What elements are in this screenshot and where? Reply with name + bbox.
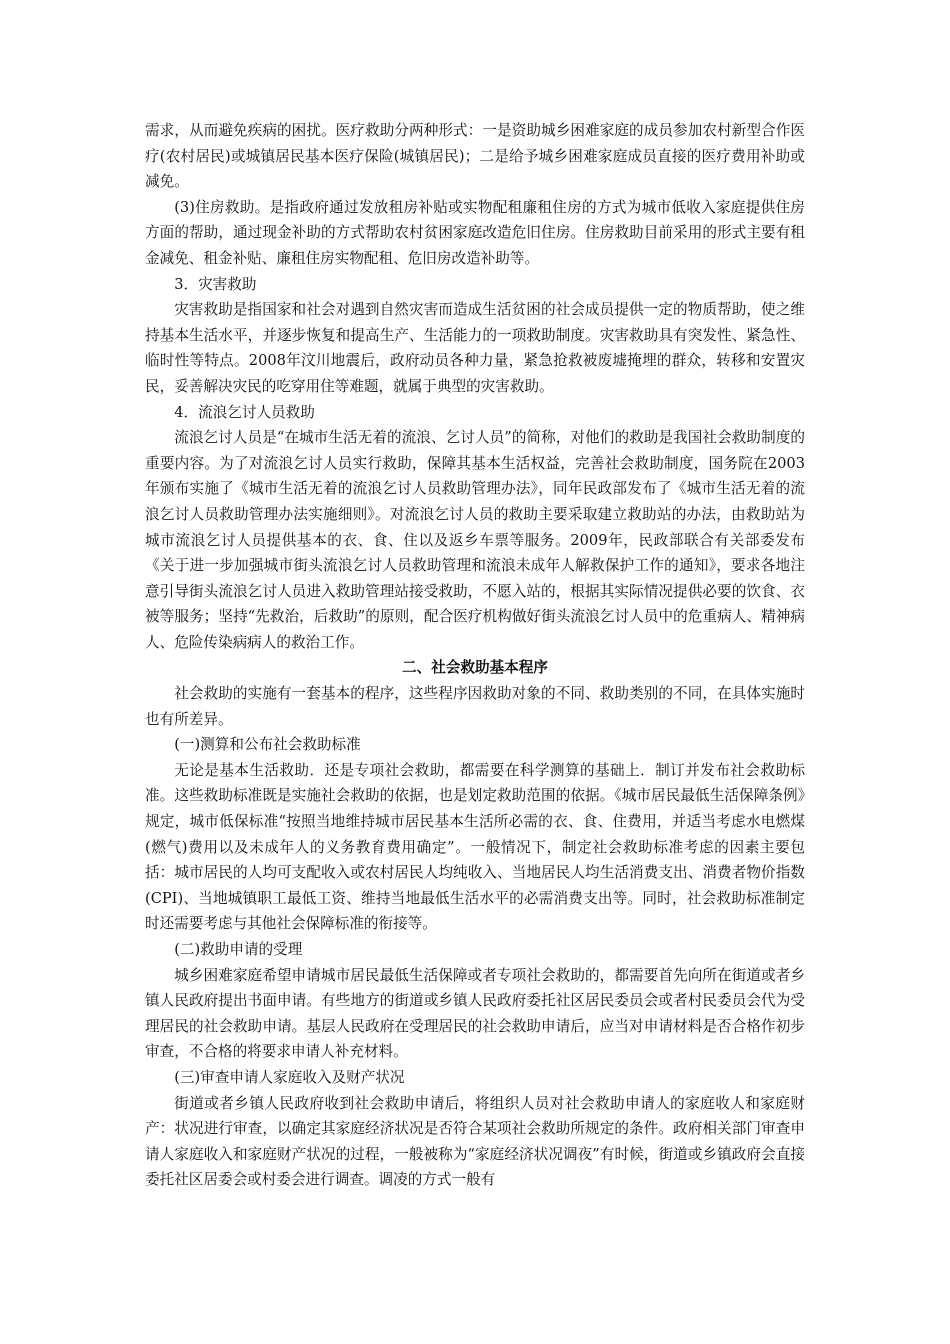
paragraph-housing-aid: (3)住房救助。是指政府通过发放租房补贴或实物配租廉租住房的方式为城市低收入家庭提供住房方面的帮助，通过现金补助的方式帮助农村贫困家庭改造危旧住房。住房救助目前采用的形式主要有租金减免、租金补贴、廉租住房实物配租、危旧房改造补助等。 bbox=[145, 198, 805, 267]
subheading-standards: (一)测算和公布社会救助标准 bbox=[174, 736, 361, 754]
subheading-means-test: (三)审查申请人家庭收入及财产状况 bbox=[174, 1068, 405, 1086]
paragraph-means-test: 街道或者乡镇人民政府收到社会救助申请后，将组织人员对社会救助申请人的家庭收人和家庭财产：状况进行审查，以确定其家庭经济状况是否符合某项社会救助所规定的条件。政府相关部门审查申请人家庭收入和家庭财产状况的过程，一般被称为“家庭经济状况调夜”有时候，街道或乡镇政府会直接委托社区居委会或村委会进行调查。调凌的方式一般有 bbox=[145, 1094, 805, 1189]
subheading-disaster-aid: 3．灾害救助 bbox=[174, 275, 257, 293]
paragraph-vagrant-aid: 流浪乞讨人员是“在城市生活无着的流浪、乞讨人员”的简称，对他们的救助是我国社会救助制度的重要内容。为了对流浪乞讨人员实行救助，保障其基本生活权益，完善社会救助制度，国务院在2003年颁布实施了《城市生活无着的流浪乞讨人员救助管理办法》，同年民政部发布了《城市生活无着的流浪乞讨人员救助管理办法实施细则》。对流浪乞讨人员的救助主要采取建立救助站的办法，由救助站为城市流浪乞讨人员提供基本的衣、食、住以及返乡车票等服务。2009年，民政部联合有关部委发布《关于进一步加强城市街头流浪乞讨人员救助管理和流浪未成年人解救保护工作的通知》，要求各地注意引导街头流浪乞讨人员进入救助管理站接受救助，不愿入站的，根据其实际情况提供必要的饮食、衣被等服务；坚持“先救治，后救助”的原则，配合医疗机构做好街头流浪乞讨人员中的危重病人、精神病人、危险传染病病人的救治工作。 bbox=[145, 429, 805, 651]
paragraph-procedures-intro: 社会救助的实施有一套基本的程序，这些程序因救助对象的不同、救助类别的不同，在具体实施时也有所差异。 bbox=[145, 685, 805, 728]
paragraph-medical-aid-forms: 需求，从而避免疾病的困扰。医疗救助分两种形式：一是资助城乡困难家庭的成员参加农村新型合作医疗(农村居民)或城镇居民基本医疗保险(城镇居民)；二是给予城乡困难家庭成员直接的医疗费用补助或减免。 bbox=[145, 122, 805, 191]
paragraph-standards: 无论是基本生活救助．还是专项社会救助，都需要在科学测算的基础上．制订并发布社会救助标准。这些救助标准既是实施社会救助的依据，也是划定救助范围的依据。《城市居民最低生活保障条例》规定，城市低保标准“按照当地维持城市居民基本生活所必需的衣、食、住费用，并适当考虑水电燃煤(燃气)费用以及未成年人的义务教育费用确定”。一般情况下，制定社会救助标准考虑的因素主要包括：城市居民的人均可支配收入或农村居民人均纯收入、当地居民人均生活消费支出、消费者物价指数(CPI)、当地城镇职工最低工资、维持当地最低生活水平的必需消费支出等。同时，社会救助标准制定时还需要考虑与其他社会保障标准的衔接等。 bbox=[145, 761, 805, 933]
section-heading-procedures: 二、社会救助基本程序 bbox=[402, 659, 548, 677]
document-page bbox=[145, 118, 805, 1193]
paragraph-application: 城乡困难家庭希望申请城市居民最低生活保障或者专项社会救助的，都需要首先向所在街道或者乡镇人民政府提出书面申请。有些地方的街道或乡镇人民政府委托社区居民委员会或者村民委员会代为受理居民的社会救助申请。基层人民政府在受理居民的社会救助申请后，应当对申请材料是否合格作初步审查，不合格的将要求申请人补充材料。 bbox=[145, 966, 805, 1061]
subheading-application: (二)救助申请的受理 bbox=[174, 941, 303, 958]
paragraph-disaster-aid: 灾害救助是指国家和社会对遇到自然灾害而造成生活贫困的社会成员提供一定的物质帮助，使之维持基本生活水平，并逐步恢复和提高生产、生活能力的一项救助制度。灾害救助具有突发性、紧急性、临时性等特点。2008年汶川地震后，政府动员各种力量，紧急抢救被废墟掩埋的群众，转移和安置灾民，妥善解决灾民的吃穿用住等难题，就属于典型的灾害救助。 bbox=[145, 301, 805, 395]
subheading-vagrant-aid: 4．流浪乞讨人员救助 bbox=[174, 403, 315, 421]
